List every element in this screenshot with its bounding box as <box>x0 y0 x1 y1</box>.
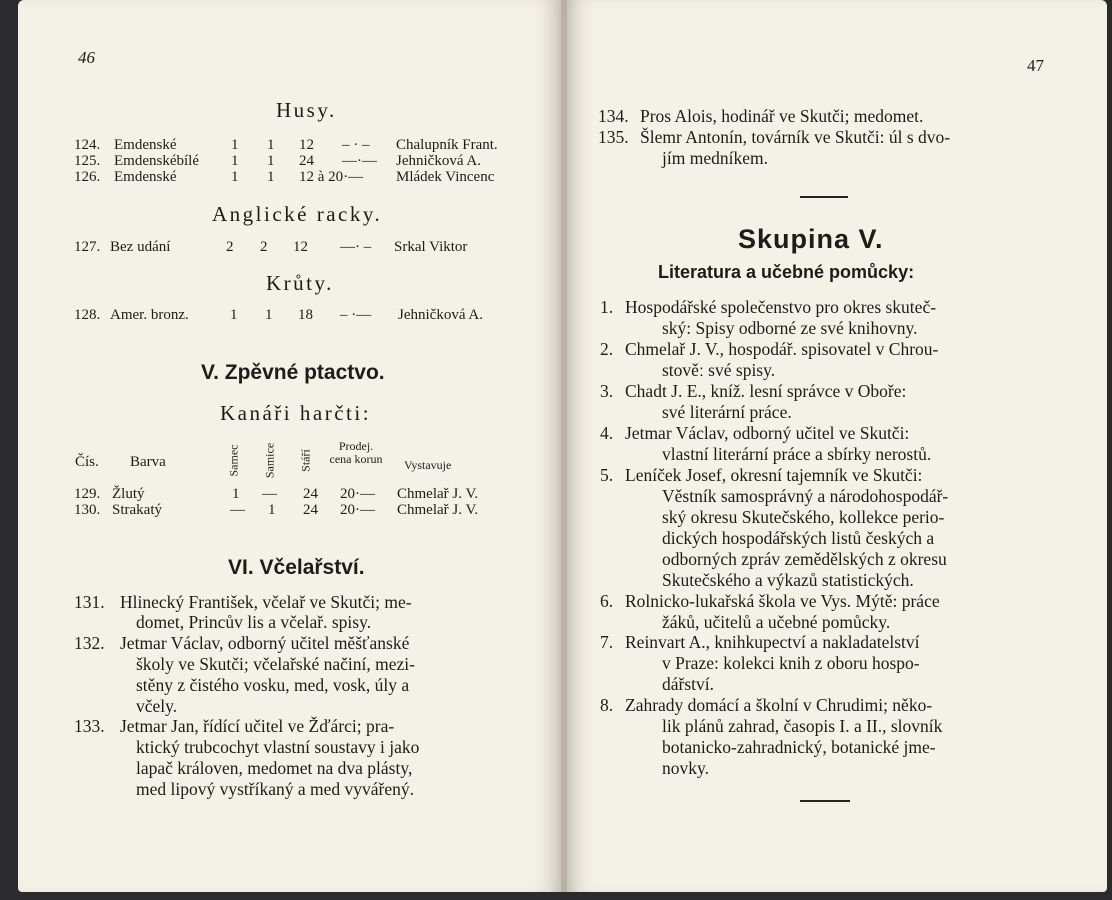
column-header-male: Samec <box>226 444 241 477</box>
divider <box>800 196 848 198</box>
column-header-exhibitor: Vystavuje <box>404 458 452 472</box>
heading-husy: Husy. <box>276 98 337 122</box>
heading-skupina-v: Skupina V. <box>738 224 884 254</box>
column-header-color: Barva <box>130 454 166 470</box>
subheading-kanari: Kanáři harčti: <box>220 401 372 425</box>
heading-kruty: Krůty. <box>266 271 334 295</box>
book-spread: 46 Husy. 124. Emdenské 1 1 12 – · – Chalupník Frant. 125. Emdenskébílé 1 1 24 —·— Jehničková A. 126. Emdenské 1 1 12 à 20·— Mládek Vincenc Anglické racky. 127. Bez udání 2 2 12 —· – Srkal Viktor Krůty. 128. Amer. bronz. 1 1 18 – ·— Jehničková A. V. Zpěvné ptactvo. Kanáři harčti: Čís. Barva Samec Samice Stáří Prodej. cena korun Vystavuje 129. Žlutý 1 — 24 20·— Chmelař J. V. 130. Strakatý — 1 24 20·— Chmelař J. V. VI. Včelařství. 131. Hlinecký František, včelař ve Skutči; me- domet, Princův lis a včelař. spisy. 132. Jetmar Václav, odborný učitel měšťanské školy ve Skutči; včelařské načiní, mezi- stěny z čistého vosku, med, vosk, úly a včely. 133. Jetmar Jan, řídící učitel ve Žďárci; pra- ktický trubcochyt vlastní soustavy i jako lapač královen, medomet na dva plásty, med lipový vystříkaný a med vyvářený. 47 134. Pros Alois, hodinář ve Skutči; medomet. 135. Šlemr Antonín, továrník ve Skutči: úl s dvo- jím medníkem. Skupina V. Literatura a učebné pomůcky: 1. Hospodářské společenstvo pro okres skuteč- ský: Spisy odborné ze své knihovny. 2. Chmelař J. V., hospodář. spisovatel v Chrou- stověː své spisy. 3. Chadt J. E., kníž. lesní správce v Oboře: své literární práce. 4. Jetmar Václav, odborný učitel ve Skutči: vlastní literární práce a sbírky nerostů. 5. Leníček Josef, okresní tajemník ve Skutči: Věstník samosprávný a národohospodář- ský okresu Skutečského, kollekce perio- dických hospodářských listů českých a odborných zpráv zemědělských z okresu Skutečského a výkazů statistických. 6. Rolnicko-lukařská škola ve Vys. Mýtě: práce žáků, učitelů a učebné pomůcky. 7. Reinvart A., knihkupectví a nakladatelství v Praze: kolekci knih z oboru hospo- dářství. 8. Zahrady domácí a školní v Chrudimi; něko- lik plánů zahrad, časopis I. a II., slovník botanicko-zahradnický, botanické jme- novky. <box>0 0 1112 900</box>
heading-zpevne-ptactvo: V. Zpěvné ptactvo. <box>201 361 385 384</box>
heading-vcelarstvi: VI. Včelařství. <box>228 556 365 579</box>
column-header-price: Prodej. cena korun <box>329 439 383 466</box>
page-number-right: 47 <box>1027 56 1044 75</box>
column-header-female: Samice <box>262 442 277 479</box>
subheading-literatura: Literatura a učebné pomůcky: <box>658 262 915 282</box>
heading-anglicke-racky: Anglické racky. <box>212 202 383 226</box>
column-header-no: Čís. <box>75 454 99 470</box>
column-header-age: Stáří <box>298 449 313 472</box>
divider <box>800 800 850 802</box>
page-number-left: 46 <box>78 48 95 67</box>
